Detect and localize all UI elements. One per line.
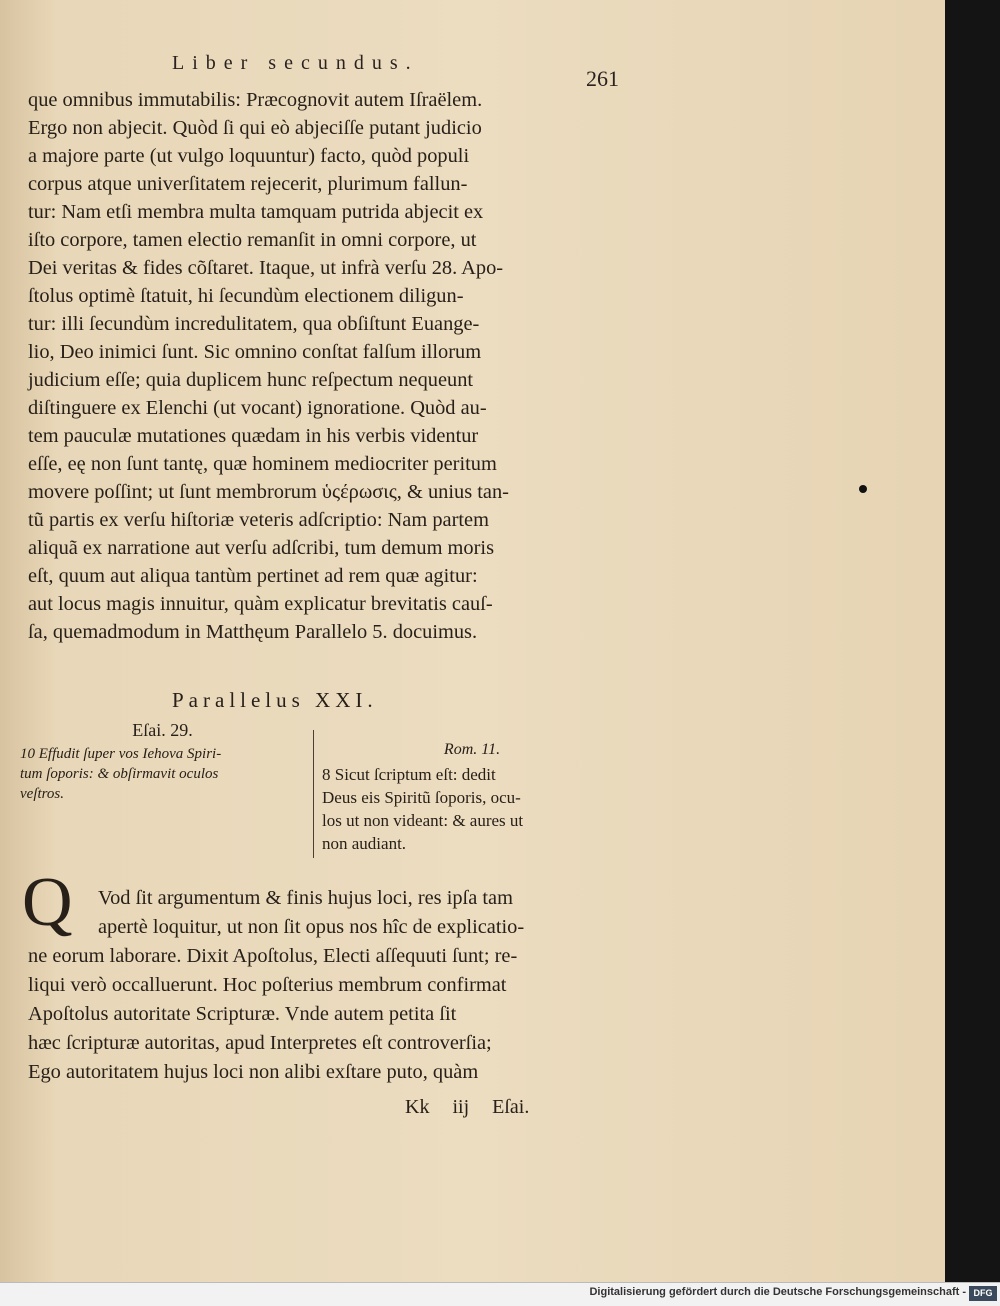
quote-line: Deus eis Spiritũ ſoporis, ocu- [322,788,521,807]
signature-mark: Kk [405,1096,430,1118]
left-reference: Eſai. 29. [132,720,193,740]
text-line: diſtinguere ex Elenchi (ut vocant) ignoratione. Quòd au- [28,397,487,419]
text-line: liqui verò occalluerunt. Hoc poſterius membrum confirmat [28,974,507,996]
text-line: que omnibus immutabilis: Præcognovit autem Iſraëlem. [28,89,483,111]
text-line: apertè loquitur, ut non ſit opus nos hîc de explicatio- [98,916,525,938]
text-line: tur: illi ſecundùm incredulitatem, qua obſiſtunt Euange- [28,313,480,335]
right-reference: Rom. 11. [443,741,501,758]
text-line: eſſe, eę non ſunt tantę, quæ hominem mediocriter peritum [28,453,497,475]
page-number: 261 [586,66,619,91]
text-line: aut locus magis innuitur, quàm explicatur brevitatis cauſ- [28,593,493,615]
text-line: corpus atque univerſitatem rejecerit, plurimum fallun- [28,173,468,195]
leaf-mark: iij [452,1096,470,1118]
section-heading: Parallelus XXI. [172,688,378,712]
quote-line: tum ſoporis: & obſirmavit oculos [20,766,219,782]
catchwords [405,1096,645,1119]
quote-line: non audiant. [322,834,407,853]
text-line: hæc ſcripturæ autoritas, apud Interpretes eſt controverſia; [28,1032,492,1054]
footer-bar [0,1282,1000,1306]
body-text [28,86,628,646]
text-line: a majore parte (ut vulgo loquuntur) facto, quòd populi [28,145,470,167]
ink-spot [859,485,867,493]
text-line: Dei veritas & fides cõſtaret. Itaque, ut infrà verſu 28. Apo- [28,257,504,279]
text-line: judicium eſſe; quia duplicem hunc reſpectum nequeunt [28,369,474,391]
running-title: Liber secundus. [172,52,419,74]
text-line: Apoſtolus autoritate Scripturæ. Vnde autem petita ſit [28,1003,457,1025]
left-column-quote [20,720,305,804]
text-line: ſa, quemadmodum in Matthęum Parallelo 5. docuimus. [28,621,478,643]
scan-background [945,0,1000,1282]
text-line: tũ partis ex verſu hiſtoriæ veteris adſcriptio: Nam partem [28,509,489,531]
funding-notice: Digitalisierung gefördert durch die Deutsche Forschungsgemeinschaft - [589,1286,966,1298]
dfg-logo: DFG [969,1286,997,1301]
text-line: lio, Deo inimici ſunt. Sic omnino conſtat falſum illorum [28,341,482,363]
catchword: Eſai. [492,1096,530,1118]
column-divider [313,730,314,858]
text-line: tem pauculæ mutationes quædam in his verbis videntur [28,425,479,447]
text-line: tur: Nam etſi membra multa tamquam putrida abjecit ex [28,201,484,223]
drop-capital: Q [22,864,73,941]
body-text-2 [28,884,628,1087]
text-line: Vod ſit argumentum & finis hujus loci, res ipſa tam [98,887,513,909]
quote-line: veſtros. [20,786,65,802]
quote-line: los ut non videant: & aures ut [322,811,524,830]
text-line: aliquã ex narratione aut verſu adſcribi, tum demum moris [28,537,495,559]
text-line: Ego autoritatem hujus loci non alibi exſtare puto, quàm [28,1061,479,1083]
quote-line: 8 Sicut ſcriptum eſt: dedit [322,765,496,784]
text-line: iſto corpore, tamen electio remanſit in omni corpore, ut [28,229,477,251]
text-line: movere poſſint; ut ſunt membrorum ὑςέρωσις, & unius tan- [28,481,509,503]
text-line: Ergo non abjecit. Quòd ſi qui eò abjeciſſe putant judicio [28,117,482,139]
quote-line: 10 Effudit ſuper vos Iehova Spiri- [20,746,222,762]
text-line: eſt, quum aut aliqua tantùm pertinet ad rem quæ agitur: [28,565,478,587]
text-line: ne eorum laborare. Dixit Apoſtolus, Electi aſſequuti ſunt; re- [28,945,518,967]
right-column-quote [322,738,622,855]
text-line: ſtolus optimè ſtatuit, hi ſecundùm electionem diligun- [28,285,464,307]
